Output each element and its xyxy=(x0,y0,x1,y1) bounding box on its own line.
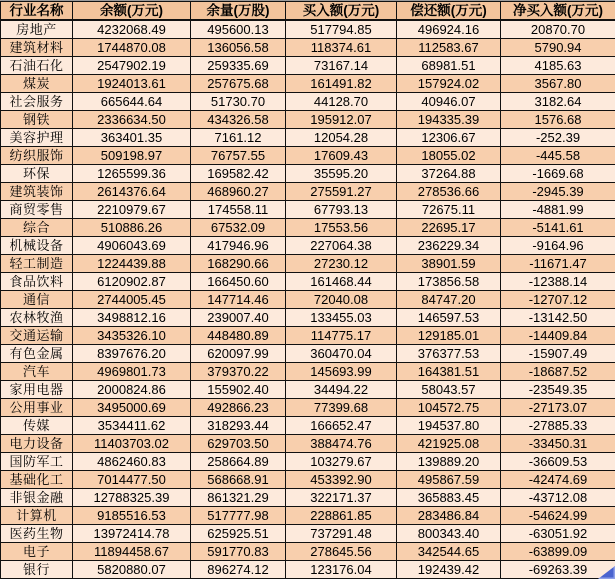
table-row[interactable] xyxy=(1,111,615,129)
value-cell: 620097.99 xyxy=(191,345,286,363)
industry-name-cell: 计算机 xyxy=(1,507,73,525)
value-cell: -18687.52 xyxy=(501,363,615,381)
table-row[interactable] xyxy=(1,507,615,525)
value-cell: 103279.67 xyxy=(286,453,397,471)
industry-name-cell: 汽车 xyxy=(1,363,73,381)
value-cell: 38901.59 xyxy=(397,255,501,273)
industry-name-cell: 纺织服饰 xyxy=(1,147,73,165)
value-cell: 168290.66 xyxy=(191,255,286,273)
value-cell: -2945.39 xyxy=(501,183,615,201)
industry-name-cell: 有色金属 xyxy=(1,345,73,363)
column-header-1[interactable]: 余额(万元) xyxy=(73,2,191,21)
value-cell: 365883.45 xyxy=(397,489,501,507)
table-row[interactable] xyxy=(1,147,615,165)
table-row[interactable] xyxy=(1,237,615,255)
industry-name-cell: 交通运输 xyxy=(1,327,73,345)
industry-name-cell: 农林牧渔 xyxy=(1,309,73,327)
industry-name-cell: 轻工制造 xyxy=(1,255,73,273)
value-cell: 169582.42 xyxy=(191,165,286,183)
value-cell: 258664.89 xyxy=(191,453,286,471)
value-cell: 6120902.87 xyxy=(73,273,191,291)
value-cell: -252.39 xyxy=(501,129,615,147)
value-cell: 495600.13 xyxy=(191,20,286,39)
value-cell: -69263.39 xyxy=(501,561,615,579)
value-cell: 67793.13 xyxy=(286,201,397,219)
value-cell: 448480.89 xyxy=(191,327,286,345)
value-cell: 227064.38 xyxy=(286,237,397,255)
value-cell: 239007.40 xyxy=(191,309,286,327)
value-cell: 136056.58 xyxy=(191,39,286,57)
value-cell: -12388.14 xyxy=(501,273,615,291)
value-cell: 388474.76 xyxy=(286,435,397,453)
value-cell: 11403703.02 xyxy=(73,435,191,453)
value-cell: 173856.58 xyxy=(397,273,501,291)
value-cell: 166652.47 xyxy=(286,417,397,435)
value-cell: -63899.09 xyxy=(501,543,615,561)
value-cell: -13142.50 xyxy=(501,309,615,327)
table-row[interactable] xyxy=(1,489,615,507)
value-cell: 7014477.50 xyxy=(73,471,191,489)
value-cell: -42474.69 xyxy=(501,471,615,489)
industry-name-cell: 通信 xyxy=(1,291,73,309)
value-cell: 3567.80 xyxy=(501,75,615,93)
value-cell: 495867.59 xyxy=(397,471,501,489)
industry-name-cell: 传媒 xyxy=(1,417,73,435)
table-row[interactable] xyxy=(1,345,615,363)
value-cell: 146597.53 xyxy=(397,309,501,327)
table-row[interactable] xyxy=(1,561,615,579)
value-cell: 236229.34 xyxy=(397,237,501,255)
value-cell: -27885.33 xyxy=(501,417,615,435)
value-cell: -14409.84 xyxy=(501,327,615,345)
industry-name-cell: 银行 xyxy=(1,561,73,579)
value-cell: -27173.07 xyxy=(501,399,615,417)
value-cell: 517777.98 xyxy=(191,507,286,525)
value-cell: 3435326.10 xyxy=(73,327,191,345)
table-row[interactable] xyxy=(1,291,615,309)
industry-name-cell: 非银金融 xyxy=(1,489,73,507)
value-cell: 737291.48 xyxy=(286,525,397,543)
industry-name-cell: 综合 xyxy=(1,219,73,237)
value-cell: 72040.08 xyxy=(286,291,397,309)
table-row[interactable] xyxy=(1,525,615,543)
value-cell: 77399.68 xyxy=(286,399,397,417)
column-header-3[interactable]: 买入额(万元) xyxy=(286,2,397,21)
value-cell: 4906043.69 xyxy=(73,237,191,255)
table-row[interactable] xyxy=(1,435,615,453)
value-cell: 2336634.50 xyxy=(73,111,191,129)
value-cell: 3498812.16 xyxy=(73,309,191,327)
value-cell: 4232068.49 xyxy=(73,20,191,39)
value-cell: 625925.51 xyxy=(191,525,286,543)
value-cell: 2547902.19 xyxy=(73,57,191,75)
value-cell: 17553.56 xyxy=(286,219,397,237)
table-row[interactable] xyxy=(1,93,615,111)
value-cell: 468960.27 xyxy=(191,183,286,201)
value-cell: 68981.51 xyxy=(397,57,501,75)
value-cell: 257675.68 xyxy=(191,75,286,93)
value-cell: 22695.17 xyxy=(397,219,501,237)
industry-name-cell: 煤炭 xyxy=(1,75,73,93)
table-row[interactable] xyxy=(1,273,615,291)
value-cell: 896274.12 xyxy=(191,561,286,579)
value-cell: 591770.83 xyxy=(191,543,286,561)
column-header-2[interactable]: 余量(万股) xyxy=(191,2,286,21)
value-cell: 166450.60 xyxy=(191,273,286,291)
industry-name-cell: 石油石化 xyxy=(1,57,73,75)
value-cell: 4862460.83 xyxy=(73,453,191,471)
column-header-5[interactable]: 净买入额(万元) xyxy=(501,2,615,21)
value-cell: 3182.64 xyxy=(501,93,615,111)
value-cell: 2614376.64 xyxy=(73,183,191,201)
value-cell: -12707.12 xyxy=(501,291,615,309)
column-header-4[interactable]: 偿还额(万元) xyxy=(397,2,501,21)
value-cell: 800343.40 xyxy=(397,525,501,543)
value-cell: 360470.04 xyxy=(286,345,397,363)
table-row[interactable] xyxy=(1,327,615,345)
value-cell: 2210979.67 xyxy=(73,201,191,219)
value-cell: 13972414.78 xyxy=(73,525,191,543)
value-cell: 3495000.69 xyxy=(73,399,191,417)
value-cell: 12788325.39 xyxy=(73,489,191,507)
value-cell: 147714.46 xyxy=(191,291,286,309)
value-cell: 76757.55 xyxy=(191,147,286,165)
value-cell: 155902.40 xyxy=(191,381,286,399)
industry-name-cell: 电力设备 xyxy=(1,435,73,453)
value-cell: 35595.20 xyxy=(286,165,397,183)
value-cell: 11894458.67 xyxy=(73,543,191,561)
industry-name-cell: 食品饮料 xyxy=(1,273,73,291)
value-cell: 12306.67 xyxy=(397,129,501,147)
industry-name-cell: 基础化工 xyxy=(1,471,73,489)
value-cell: 8397676.20 xyxy=(73,345,191,363)
value-cell: 376377.53 xyxy=(397,345,501,363)
value-cell: 496924.16 xyxy=(397,20,501,39)
industry-name-cell: 电子 xyxy=(1,543,73,561)
value-cell: 194335.39 xyxy=(397,111,501,129)
value-cell: 73167.14 xyxy=(286,57,397,75)
value-cell: 3534411.62 xyxy=(73,417,191,435)
value-cell: 104572.75 xyxy=(397,399,501,417)
value-cell: -36609.53 xyxy=(501,453,615,471)
value-cell: 194537.80 xyxy=(397,417,501,435)
industry-name-cell: 医药生物 xyxy=(1,525,73,543)
value-cell: 434326.58 xyxy=(191,111,286,129)
value-cell: -43712.08 xyxy=(501,489,615,507)
value-cell: 318293.44 xyxy=(191,417,286,435)
value-cell: 1924013.61 xyxy=(73,75,191,93)
industry-name-cell: 钢铁 xyxy=(1,111,73,129)
industry-name-cell: 家用电器 xyxy=(1,381,73,399)
table-row[interactable] xyxy=(1,183,615,201)
value-cell: 67532.09 xyxy=(191,219,286,237)
value-cell: 421925.08 xyxy=(397,435,501,453)
value-cell: 228861.85 xyxy=(286,507,397,525)
value-cell: -11671.47 xyxy=(501,255,615,273)
value-cell: 1265599.36 xyxy=(73,165,191,183)
value-cell: 278536.66 xyxy=(397,183,501,201)
value-cell: 453392.90 xyxy=(286,471,397,489)
value-cell: 5790.94 xyxy=(501,39,615,57)
industry-name-cell: 机械设备 xyxy=(1,237,73,255)
industry-name-cell: 商贸零售 xyxy=(1,201,73,219)
value-cell: 133455.03 xyxy=(286,309,397,327)
value-cell: 5820880.07 xyxy=(73,561,191,579)
value-cell: 118374.61 xyxy=(286,39,397,57)
industry-margin-table xyxy=(0,1,615,579)
value-cell: 2744005.45 xyxy=(73,291,191,309)
table-row[interactable] xyxy=(1,309,615,327)
table-row[interactable] xyxy=(1,219,615,237)
value-cell: 1744870.08 xyxy=(73,39,191,57)
value-cell: 72675.11 xyxy=(397,201,501,219)
industry-name-cell: 公用事业 xyxy=(1,399,73,417)
table-row[interactable] xyxy=(1,381,615,399)
value-cell: 1224439.88 xyxy=(73,255,191,273)
value-cell: 17609.43 xyxy=(286,147,397,165)
value-cell: 275591.27 xyxy=(286,183,397,201)
value-cell: 509198.97 xyxy=(73,147,191,165)
value-cell: 195912.07 xyxy=(286,111,397,129)
value-cell: 129185.01 xyxy=(397,327,501,345)
value-cell: 363401.35 xyxy=(73,129,191,147)
industry-name-cell: 建筑装饰 xyxy=(1,183,73,201)
value-cell: 123176.04 xyxy=(286,561,397,579)
value-cell: 37264.88 xyxy=(397,165,501,183)
table-row[interactable] xyxy=(1,363,615,381)
value-cell: 417946.96 xyxy=(191,237,286,255)
value-cell: 20870.70 xyxy=(501,20,615,39)
value-cell: 58043.57 xyxy=(397,381,501,399)
value-cell: -9164.96 xyxy=(501,237,615,255)
value-cell: 161468.44 xyxy=(286,273,397,291)
value-cell: 40946.07 xyxy=(397,93,501,111)
value-cell: 139889.20 xyxy=(397,453,501,471)
value-cell: 27230.12 xyxy=(286,255,397,273)
value-cell: 629703.50 xyxy=(191,435,286,453)
value-cell: 51730.70 xyxy=(191,93,286,111)
value-cell: 157924.02 xyxy=(397,75,501,93)
value-cell: 322171.37 xyxy=(286,489,397,507)
table-row[interactable] xyxy=(1,57,615,75)
column-header-0[interactable]: 行业名称 xyxy=(1,2,73,21)
value-cell: 278645.56 xyxy=(286,543,397,561)
value-cell: 18055.02 xyxy=(397,147,501,165)
value-cell: 1576.68 xyxy=(501,111,615,129)
table-row[interactable] xyxy=(1,20,615,39)
industry-name-cell: 环保 xyxy=(1,165,73,183)
table-body xyxy=(1,20,615,579)
value-cell: 145693.99 xyxy=(286,363,397,381)
value-cell: 164381.51 xyxy=(397,363,501,381)
industry-name-cell: 社会服务 xyxy=(1,93,73,111)
value-cell: 342544.65 xyxy=(397,543,501,561)
table-row[interactable] xyxy=(1,417,615,435)
value-cell: 192439.42 xyxy=(397,561,501,579)
value-cell: -15907.49 xyxy=(501,345,615,363)
value-cell: 379370.22 xyxy=(191,363,286,381)
table-row[interactable] xyxy=(1,129,615,147)
value-cell: 4969801.73 xyxy=(73,363,191,381)
industry-name-cell: 房地产 xyxy=(1,20,73,39)
value-cell: 4185.63 xyxy=(501,57,615,75)
value-cell: 84747.20 xyxy=(397,291,501,309)
table-row[interactable] xyxy=(1,255,615,273)
value-cell: 7161.12 xyxy=(191,129,286,147)
value-cell: -23549.35 xyxy=(501,381,615,399)
value-cell: -445.58 xyxy=(501,147,615,165)
table-row[interactable] xyxy=(1,201,615,219)
value-cell: 665644.64 xyxy=(73,93,191,111)
value-cell: 161491.82 xyxy=(286,75,397,93)
value-cell: 114775.17 xyxy=(286,327,397,345)
value-cell: -1669.68 xyxy=(501,165,615,183)
industry-name-cell: 国防军工 xyxy=(1,453,73,471)
value-cell: 861321.29 xyxy=(191,489,286,507)
value-cell: 174558.11 xyxy=(191,201,286,219)
value-cell: 259335.69 xyxy=(191,57,286,75)
value-cell: -63051.92 xyxy=(501,525,615,543)
industry-name-cell: 建筑材料 xyxy=(1,39,73,57)
value-cell: 12054.28 xyxy=(286,129,397,147)
value-cell: 568668.91 xyxy=(191,471,286,489)
value-cell: 517794.85 xyxy=(286,20,397,39)
table-row[interactable] xyxy=(1,543,615,561)
table-row[interactable] xyxy=(1,75,615,93)
value-cell: 44128.70 xyxy=(286,93,397,111)
header-row xyxy=(1,2,615,21)
industry-name-cell: 美容护理 xyxy=(1,129,73,147)
value-cell: -54624.99 xyxy=(501,507,615,525)
value-cell: 9185516.53 xyxy=(73,507,191,525)
value-cell: 492866.23 xyxy=(191,399,286,417)
table-row[interactable] xyxy=(1,399,615,417)
value-cell: -5141.61 xyxy=(501,219,615,237)
value-cell: -33450.31 xyxy=(501,435,615,453)
value-cell: 112583.67 xyxy=(397,39,501,57)
value-cell: 2000824.86 xyxy=(73,381,191,399)
table-row[interactable] xyxy=(1,453,615,471)
value-cell: -4881.99 xyxy=(501,201,615,219)
table-row[interactable] xyxy=(1,471,615,489)
value-cell: 283486.84 xyxy=(397,507,501,525)
value-cell: 510886.26 xyxy=(73,219,191,237)
table-row[interactable] xyxy=(1,165,615,183)
value-cell: 34494.22 xyxy=(286,381,397,399)
table-row[interactable] xyxy=(1,39,615,57)
